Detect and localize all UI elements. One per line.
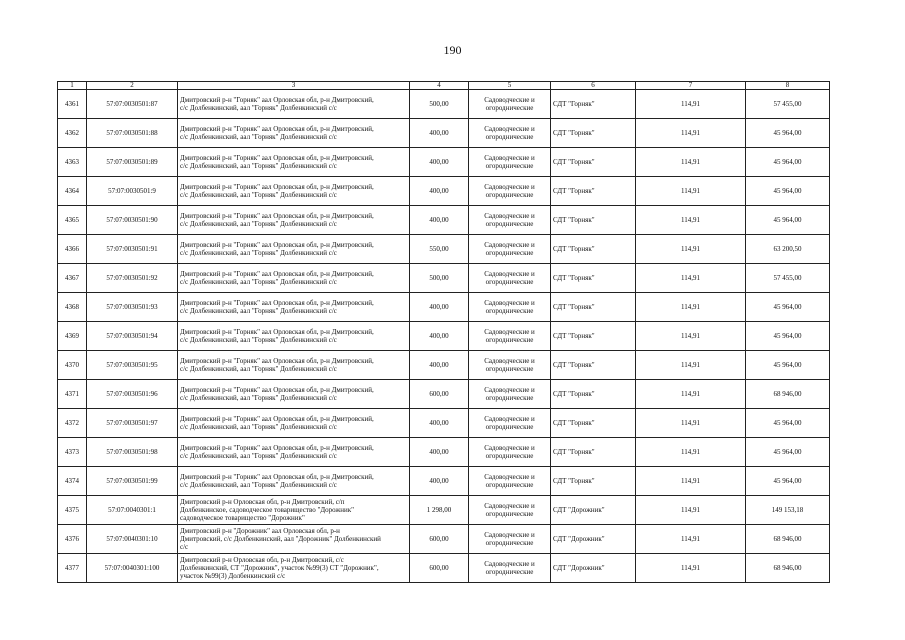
owner-cell: СДТ "Горняк" — [551, 351, 636, 380]
area-cell: 400,00 — [410, 293, 469, 322]
cadastral-number-cell: 57:07:0030501:93 — [87, 293, 178, 322]
address-cell: Дмитровский р-н "Горняк" аал Орловская обл, р-н Дмитровский, с/с Долбенкинский, аал "Горняк" Долбенкинский с/с — [178, 351, 410, 380]
row-number-cell: 4374 — [58, 467, 87, 496]
land-use-cell: Садоводческие и огороднические — [469, 525, 551, 554]
cadastral-value-cell: 45 964,00 — [746, 322, 830, 351]
row-number-cell: 4361 — [58, 90, 87, 119]
address-cell: Дмитровский р-н "Горняк" аал Орловская обл, р-н Дмитровский, с/с Долбенкинский, аал "Горняк" Долбенкинский с/с — [178, 438, 410, 467]
owner-cell: СДТ "Горняк" — [551, 322, 636, 351]
cadastral-value-cell: 68 946,00 — [746, 554, 830, 583]
header-col-1: 1 — [58, 82, 87, 90]
area-cell: 1 298,00 — [410, 496, 469, 525]
area-cell: 600,00 — [410, 380, 469, 409]
table-row — [58, 235, 830, 264]
unit-price-cell: 114,91 — [636, 264, 746, 293]
unit-price-cell: 114,91 — [636, 409, 746, 438]
land-use-cell: Садоводческие и огороднические — [469, 206, 551, 235]
cadastral-number-cell: 57:07:0030501:95 — [87, 351, 178, 380]
land-use-cell: Садоводческие и огороднические — [469, 264, 551, 293]
address-cell: Дмитровский р-н "Горняк" аал Орловская обл, р-н Дмитровский, с/с Долбенкинский, аал "Горняк" Долбенкинский с/с — [178, 119, 410, 148]
address-cell: Дмитровский р-н "Горняк" аал Орловская обл, р-н Дмитровский, с/с Долбенкинский, аал "Горняк" Долбенкинский с/с — [178, 148, 410, 177]
area-cell: 400,00 — [410, 409, 469, 438]
table-row — [58, 206, 830, 235]
unit-price-cell: 114,91 — [636, 293, 746, 322]
address-cell: Дмитровский р-н "Горняк" аал Орловская обл, р-н Дмитровский, с/с Долбенкинский, аал "Горняк" Долбенкинский с/с — [178, 90, 410, 119]
row-number-cell: 4371 — [58, 380, 87, 409]
area-cell: 400,00 — [410, 351, 469, 380]
land-use-cell: Садоводческие и огороднические — [469, 467, 551, 496]
unit-price-cell: 114,91 — [636, 496, 746, 525]
owner-cell: СДТ "Горняк" — [551, 148, 636, 177]
cadastral-number-cell: 57:07:0030501:89 — [87, 148, 178, 177]
area-cell: 500,00 — [410, 264, 469, 293]
land-use-cell: Садоводческие и огороднические — [469, 148, 551, 177]
land-use-cell: Садоводческие и огороднические — [469, 177, 551, 206]
table-row — [58, 554, 830, 583]
row-number-cell: 4364 — [58, 177, 87, 206]
owner-cell: СДТ "Горняк" — [551, 293, 636, 322]
row-number-cell: 4375 — [58, 496, 87, 525]
land-use-cell: Садоводческие и огороднические — [469, 235, 551, 264]
unit-price-cell: 114,91 — [636, 177, 746, 206]
cadastral-number-cell: 57:07:0030501:94 — [87, 322, 178, 351]
row-number-cell: 4363 — [58, 148, 87, 177]
address-cell: Дмитровский р-н Орловская обл, р-н Дмитровский, с/п Долбенкинское, садоводческое товарищество "Дорожник" садоводческое товарищество "Дорожник" — [178, 496, 410, 525]
cadastral-value-cell: 45 964,00 — [746, 148, 830, 177]
address-cell: Дмитровский р-н "Горняк" аал Орловская обл, р-н Дмитровский, с/с Долбенкинский, аал "Горняк" Долбенкинский с/с — [178, 380, 410, 409]
table-row — [58, 525, 830, 554]
cadastral-value-cell: 149 153,18 — [746, 496, 830, 525]
table-row — [58, 438, 830, 467]
area-cell: 400,00 — [410, 206, 469, 235]
cadastral-value-cell: 45 964,00 — [746, 293, 830, 322]
address-cell: Дмитровский р-н "Горняк" аал Орловская обл, р-н Дмитровский, с/с Долбенкинский, аал "Горняк" Долбенкинский с/с — [178, 264, 410, 293]
area-cell: 500,00 — [410, 90, 469, 119]
cadastral-number-cell: 57:07:0030501:97 — [87, 409, 178, 438]
address-cell: Дмитровский р-н "Горняк" аал Орловская обл, р-н Дмитровский, с/с Долбенкинский, аал "Горняк" Долбенкинский с/с — [178, 206, 410, 235]
address-cell: Дмитровский р-н "Горняк" аал Орловская обл, р-н Дмитровский, с/с Долбенкинский, аал "Горняк" Долбенкинский с/с — [178, 467, 410, 496]
cadastral-value-cell: 45 964,00 — [746, 467, 830, 496]
owner-cell: СДТ "Дорожник" — [551, 525, 636, 554]
table-row — [58, 264, 830, 293]
cadastral-number-cell: 57:07:0030501:96 — [87, 380, 178, 409]
owner-cell: СДТ "Горняк" — [551, 90, 636, 119]
row-number-cell: 4365 — [58, 206, 87, 235]
table-row — [58, 351, 830, 380]
table-row — [58, 293, 830, 322]
header-col-2: 2 — [87, 82, 178, 90]
land-use-cell: Садоводческие и огороднические — [469, 119, 551, 148]
owner-cell: СДТ "Горняк" — [551, 264, 636, 293]
owner-cell: СДТ "Горняк" — [551, 119, 636, 148]
area-cell: 600,00 — [410, 525, 469, 554]
cadastral-table — [57, 81, 830, 583]
cadastral-value-cell: 45 964,00 — [746, 177, 830, 206]
unit-price-cell: 114,91 — [636, 351, 746, 380]
cadastral-value-cell: 45 964,00 — [746, 409, 830, 438]
header-col-3: 3 — [178, 82, 410, 90]
header-col-8: 8 — [746, 82, 830, 90]
table-row — [58, 496, 830, 525]
land-use-cell: Садоводческие и огороднические — [469, 380, 551, 409]
unit-price-cell: 114,91 — [636, 119, 746, 148]
land-use-cell: Садоводческие и огороднические — [469, 351, 551, 380]
table-header-row — [58, 82, 830, 90]
cadastral-value-cell: 45 964,00 — [746, 351, 830, 380]
owner-cell: СДТ "Горняк" — [551, 177, 636, 206]
unit-price-cell: 114,91 — [636, 206, 746, 235]
owner-cell: СДТ "Горняк" — [551, 409, 636, 438]
address-cell: Дмитровский р-н "Горняк" аал Орловская обл, р-н Дмитровский, с/с Долбенкинский, аал "Горняк" Долбенкинский с/с — [178, 235, 410, 264]
table-row — [58, 467, 830, 496]
row-number-cell: 4368 — [58, 293, 87, 322]
land-use-cell: Садоводческие и огороднические — [469, 90, 551, 119]
area-cell: 600,00 — [410, 554, 469, 583]
address-cell: Дмитровский р-н "Горняк" аал Орловская обл, р-н Дмитровский, с/с Долбенкинский, аал "Горняк" Долбенкинский с/с — [178, 177, 410, 206]
area-cell: 550,00 — [410, 235, 469, 264]
header-col-4: 4 — [410, 82, 469, 90]
table-row — [58, 380, 830, 409]
owner-cell: СДТ "Дорожник" — [551, 554, 636, 583]
cadastral-number-cell: 57:07:0030501:98 — [87, 438, 178, 467]
cadastral-value-cell: 45 964,00 — [746, 119, 830, 148]
table-row — [58, 119, 830, 148]
address-cell: Дмитровский р-н "Горняк" аал Орловская обл, р-н Дмитровский, с/с Долбенкинский, аал "Горняк" Долбенкинский с/с — [178, 322, 410, 351]
cadastral-number-cell: 57:07:0030501:92 — [87, 264, 178, 293]
land-use-cell: Садоводческие и огороднические — [469, 409, 551, 438]
cadastral-value-cell: 45 964,00 — [746, 206, 830, 235]
unit-price-cell: 114,91 — [636, 525, 746, 554]
owner-cell: СДТ "Дорожник" — [551, 496, 636, 525]
table-row — [58, 90, 830, 119]
owner-cell: СДТ "Горняк" — [551, 235, 636, 264]
cadastral-number-cell: 57:07:0040301:10 — [87, 525, 178, 554]
land-use-cell: Садоводческие и огороднические — [469, 554, 551, 583]
owner-cell: СДТ "Горняк" — [551, 380, 636, 409]
unit-price-cell: 114,91 — [636, 380, 746, 409]
land-use-cell: Садоводческие и огороднические — [469, 496, 551, 525]
cadastral-number-cell: 57:07:0030501:90 — [87, 206, 178, 235]
land-use-cell: Садоводческие и огороднические — [469, 322, 551, 351]
area-cell: 400,00 — [410, 322, 469, 351]
unit-price-cell: 114,91 — [636, 235, 746, 264]
unit-price-cell: 114,91 — [636, 438, 746, 467]
owner-cell: СДТ "Горняк" — [551, 206, 636, 235]
owner-cell: СДТ "Горняк" — [551, 467, 636, 496]
table-row — [58, 177, 830, 206]
table-row — [58, 148, 830, 177]
cadastral-number-cell: 57:07:0040301:100 — [87, 554, 178, 583]
cadastral-number-cell: 57:07:0030501:9 — [87, 177, 178, 206]
area-cell: 400,00 — [410, 177, 469, 206]
row-number-cell: 4377 — [58, 554, 87, 583]
row-number-cell: 4372 — [58, 409, 87, 438]
cadastral-value-cell: 68 946,00 — [746, 525, 830, 554]
cadastral-value-cell: 68 946,00 — [746, 380, 830, 409]
address-cell: Дмитровский р-н "Горняк" аал Орловская обл, р-н Дмитровский, с/с Долбенкинский, аал "Горняк" Долбенкинский с/с — [178, 409, 410, 438]
address-cell: Дмитровский р-н Орловская обл, р-н Дмитровский, с/с Долбенкинский, СТ "Дорожник", участок №99(3) СТ "Дорожник", участок №99(3) Долбенкинский с/с — [178, 554, 410, 583]
address-cell: Дмитровский р-н "Дорожник" аал Орловская обл, р-н Дмитровский, с/с Долбенкинский, аал "Дорожник" Долбенкинский с/с — [178, 525, 410, 554]
cadastral-number-cell: 57:07:0030501:88 — [87, 119, 178, 148]
row-number-cell: 4362 — [58, 119, 87, 148]
page-number: 190 — [443, 43, 462, 57]
address-cell: Дмитровский р-н "Горняк" аал Орловская обл, р-н Дмитровский, с/с Долбенкинский, аал "Горняк" Долбенкинский с/с — [178, 293, 410, 322]
row-number-cell: 4367 — [58, 264, 87, 293]
row-number-cell: 4373 — [58, 438, 87, 467]
header-col-6: 6 — [551, 82, 636, 90]
cadastral-number-cell: 57:07:0030501:99 — [87, 467, 178, 496]
header-col-7: 7 — [636, 82, 746, 90]
area-cell: 400,00 — [410, 467, 469, 496]
row-number-cell: 4366 — [58, 235, 87, 264]
unit-price-cell: 114,91 — [636, 322, 746, 351]
header-col-5: 5 — [469, 82, 551, 90]
area-cell: 400,00 — [410, 438, 469, 467]
unit-price-cell: 114,91 — [636, 467, 746, 496]
unit-price-cell: 114,91 — [636, 148, 746, 177]
owner-cell: СДТ "Горняк" — [551, 438, 636, 467]
row-number-cell: 4370 — [58, 351, 87, 380]
cadastral-number-cell: 57:07:0030501:87 — [87, 90, 178, 119]
cadastral-number-cell: 57:07:0040301:1 — [87, 496, 178, 525]
table-row — [58, 409, 830, 438]
row-number-cell: 4376 — [58, 525, 87, 554]
area-cell: 400,00 — [410, 119, 469, 148]
cadastral-value-cell: 57 455,00 — [746, 90, 830, 119]
unit-price-cell: 114,91 — [636, 90, 746, 119]
cadastral-number-cell: 57:07:0030501:91 — [87, 235, 178, 264]
cadastral-value-cell: 45 964,00 — [746, 438, 830, 467]
cadastral-value-cell: 63 200,50 — [746, 235, 830, 264]
cadastral-value-cell: 57 455,00 — [746, 264, 830, 293]
land-use-cell: Садоводческие и огороднические — [469, 438, 551, 467]
unit-price-cell: 114,91 — [636, 554, 746, 583]
area-cell: 400,00 — [410, 148, 469, 177]
table-row — [58, 322, 830, 351]
row-number-cell: 4369 — [58, 322, 87, 351]
land-use-cell: Садоводческие и огороднические — [469, 293, 551, 322]
